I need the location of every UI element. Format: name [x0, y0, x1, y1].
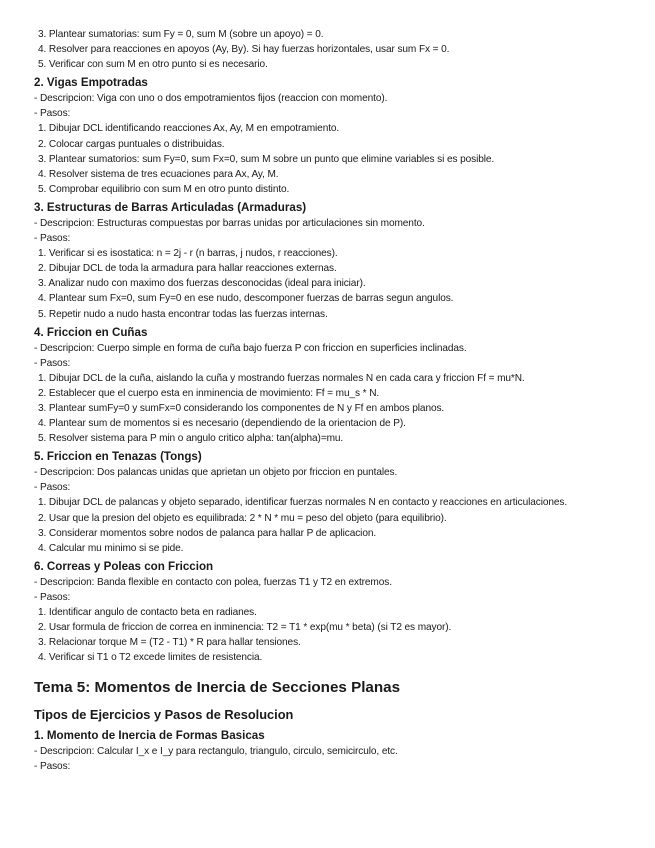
step-line: 4. Plantear sum Fx=0, sum Fy=0 en ese nudo, descomponer fuerzas de barras segun angulos.: [38, 293, 454, 305]
step-line: 5. Repetir nudo a nudo hasta encontrar todas las fuerzas internas.: [38, 308, 328, 320]
pasos-label: - Pasos:: [34, 233, 71, 245]
section-armaduras: [34, 200, 621, 322]
section-title: 1. Momento de Inercia de Formas Basicas: [34, 729, 265, 743]
section-inercia-formas-basicas: [34, 728, 621, 774]
pasos-label: - Pasos:: [34, 761, 71, 773]
step-line: 2. Establecer que el cuerpo esta en inminencia de movimiento: Ff = mu_s * N.: [38, 387, 380, 399]
section-title: 6. Correas y Poleas con Friccion: [34, 559, 214, 573]
step-line: 3. Considerar momentos sobre nodos de palanca para hallar P de aplicacion.: [38, 527, 377, 539]
section-title: 2. Vigas Empotradas: [34, 76, 148, 90]
pasos-label: - Pasos:: [34, 357, 71, 369]
step-line: 3. Analizar nudo con maximo dos fuerzas desconocidas (ideal para iniciar).: [38, 278, 366, 290]
step-line: 5. Comprobar equilibrio con sum M en otro punto distinto.: [38, 183, 290, 195]
step-line: 2. Usar formula de friccion de correa en inminencia: T2 = T1 * exp(mu * beta) (si T2 es mayor).: [38, 622, 452, 634]
section-description: - Descripcion: Viga con uno o dos empotramientos fijos (reaccion con momento).: [34, 93, 388, 105]
step-line: 1. Dibujar DCL identificando reacciones Ax, Ay, M en empotramiento.: [38, 123, 340, 135]
step-line: 3. Plantear sumatorios: sum Fy=0, sum Fx=0, sum M sobre un punto que elimine variables si es posible.: [38, 153, 495, 165]
section-description: - Descripcion: Estructuras compuestas por barras unidas por articulaciones sin momento.: [34, 217, 425, 229]
section-friccion-tenazas: [34, 449, 621, 556]
step-line: 1. Identificar angulo de contacto beta en radianes.: [38, 607, 257, 618]
pasos-label: - Pasos:: [34, 108, 71, 120]
step-line: 4. Plantear sum de momentos si es necesario (dependiendo de la orientacion de P).: [38, 418, 406, 430]
tema-heading: Tema 5: Momentos de Inercia de Secciones Planas: [34, 679, 401, 697]
step-line: 4. Resolver sistema de tres ecuaciones para Ax, Ay, M.: [38, 168, 279, 180]
step-line: 5. Resolver sistema para P min o angulo critico alpha: tan(alpha)=mu.: [38, 433, 344, 445]
step-line: 1. Dibujar DCL de palancas y objeto separado, identificar fuerzas normales N en contacto y reacciones en articulaciones.: [38, 497, 568, 509]
step-line: 4. Resolver para reacciones en apoyos (Ay, By). Si hay fuerzas horizontales, usar sum Fx = 0.: [38, 44, 450, 56]
step-line: 4. Calcular mu minimo si se pide.: [38, 542, 184, 554]
section-friccion-cunas: [34, 325, 621, 447]
section-vigas-empotradas: [34, 75, 621, 197]
section-correas-poleas: [34, 559, 621, 666]
step-line: 2. Usar que la presion del objeto es equilibrada: 2 * N * mu = peso del objeto (para equilibrio).: [38, 512, 447, 524]
section-description: - Descripcion: Banda flexible en contacto con polea, fuerzas T1 y T2 en extremos.: [34, 576, 392, 588]
section-description: - Descripcion: Calcular I_x e I_y para rectangulo, triangulo, circulo, semicirculo, etc.: [34, 746, 398, 758]
step-line: 4. Verificar si T1 o T2 excede limites de resistencia.: [38, 652, 263, 664]
pasos-label: - Pasos:: [34, 482, 71, 494]
pasos-label: - Pasos:: [34, 591, 71, 603]
step-line: 2. Colocar cargas puntuales o distribuidas.: [38, 138, 225, 150]
step-line: 3. Relacionar torque M = (T2 - T1) * R para hallar tensiones.: [38, 637, 301, 649]
step-line: 2. Dibujar DCL de toda la armadura para hallar reacciones externas.: [38, 263, 337, 275]
tipos-subheading: Tipos de Ejercicios y Pasos de Resolucion: [34, 707, 294, 723]
step-line: 1. Verificar si es isostatica: n = 2j - r (n barras, j nudos, r reacciones).: [38, 248, 338, 260]
section-title: 3. Estructuras de Barras Articuladas (Armaduras): [34, 200, 307, 214]
intro-steps: [34, 27, 621, 72]
section-description: - Descripcion: Cuerpo simple en forma de cuña bajo fuerza P con friccion en superficies inclinadas.: [34, 342, 467, 354]
step-line: 3. Plantear sumatorias: sum Fy = 0, sum M (sobre un apoyo) = 0.: [38, 29, 324, 40]
section-title: 4. Friccion en Cuñas: [34, 325, 148, 339]
section-title: 5. Friccion en Tenazas (Tongs): [34, 450, 202, 464]
step-line: 1. Dibujar DCL de la cuña, aislando la cuña y mostrando fuerzas normales N en cada cara y friccion Ff = mu*N.: [38, 372, 525, 384]
section-description: - Descripcion: Dos palancas unidas que aprietan un objeto por friccion en puntales.: [34, 467, 398, 479]
step-line: 3. Plantear sumFy=0 y sumFx=0 considerando los componentes de N y Ff en ambos planos.: [38, 402, 445, 414]
step-line: 5. Verificar con sum M en otro punto si es necesario.: [38, 59, 268, 71]
